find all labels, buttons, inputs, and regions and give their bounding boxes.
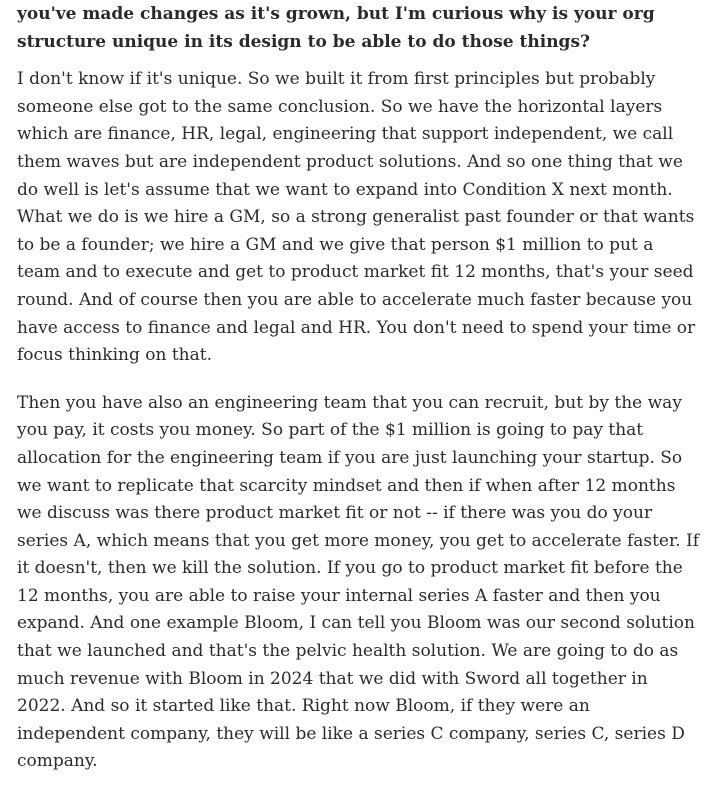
- answer-paragraph-2: Then you have also an engineering team that you can recruit, but by the way you pay, it costs you money. So part of the $1 million is going to pay that allocation for the engineering team if you are just launching your startup. So we want to replicate that scarcity mindset and then if when after 12 months we discuss was there product market fit or not -- if there was you do your series A, which means that you get more money, you get to accelerate faster. If it doesn't, then we kill the solution. If you go to product market fit before the 12 months, you are able to raise your internal series A faster and then you expand. And one example Bloom, I can tell you Bloom was our second solution that we launched and that's the pelvic health solution. We are going to do as much revenue with Bloom in 2024 that we did with Sword all together in 2022. And so it started like that. Right now Bloom, if they were an independent company, they will be like a series C company, series C, series D company.: [17, 392, 700, 772]
- answer-paragraph-1: I don't know if it's unique. So we built it from first principles but probably someone else got to the same conclusion. So we have the horizontal layers which are finance, HR, legal, engineering that support independent, we call them waves but are independent product solutions. And so one thing that we do well is let's assume that we want to expand into Condition X next month. What we do is we hire a GM, so a strong generalist past founder or that wants to be a founder; we hire a GM and we give that person $1 million to put a team and to execute and get to product market fit 12 months, that's your seed round. And of course then you are able to accelerate much faster because you have access to finance and legal and HR. You don't need to spend your time or focus thinking on that.: [17, 69, 696, 366]
- article-body: [17, 0, 701, 796]
- interview-question: you've made changes as it's grown, but I'm curious why is your org structure unique in its design to be able to do those things?: [17, 4, 655, 52]
